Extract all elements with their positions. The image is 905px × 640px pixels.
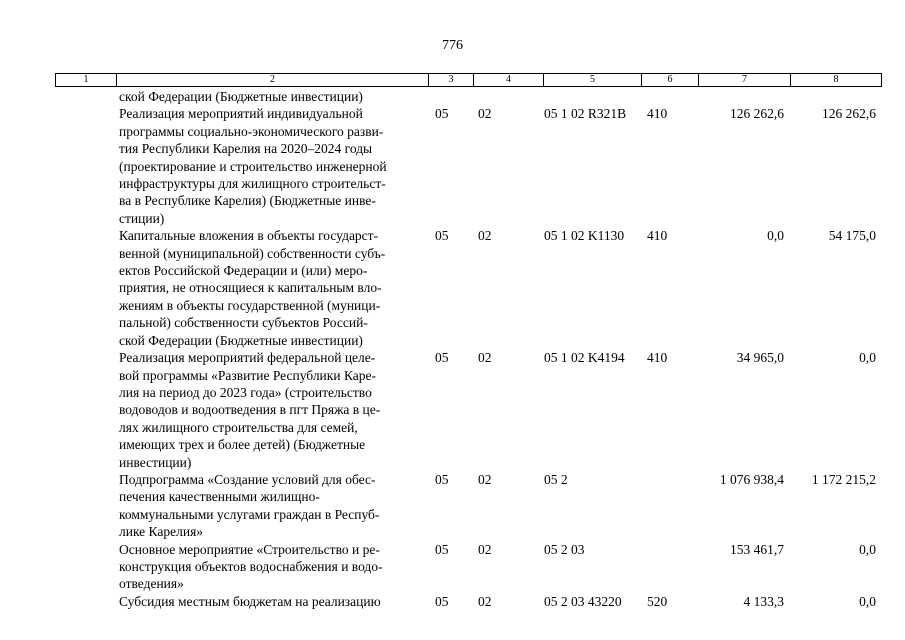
table-row (0, 227, 905, 349)
description-line: имеющих трех и более детей) (Бюджетные (119, 437, 366, 453)
target-article-code: 05 2 (544, 471, 568, 487)
description-line: ской Федерации (Бюджетные инвестиции) (119, 332, 363, 348)
expense-type-code: 410 (647, 350, 668, 366)
amount-year-1: 126 262,6 (730, 106, 784, 122)
table-row (0, 349, 905, 471)
subsection-code: 02 (478, 228, 492, 244)
description-line: Реализация мероприятий федеральной целе- (119, 350, 376, 366)
row-description (119, 471, 424, 541)
row-description (119, 227, 424, 349)
description-line: лях жилищного строительства для семей, (119, 419, 358, 435)
table-row (0, 105, 905, 227)
target-article-code: 05 1 02 R321B (544, 106, 627, 122)
description-line: Подпрограмма «Создание условий для обес- (119, 471, 376, 487)
description-line: инвестиции) (119, 454, 192, 470)
description-line: лия на период до 2023 года» (строительство (119, 384, 372, 400)
subsection-code: 02 (478, 471, 492, 487)
section-code: 05 (435, 593, 449, 609)
subsection-code: 02 (478, 106, 492, 122)
amount-year-2: 54 175,0 (828, 228, 876, 244)
description-line: водоводов и водоотведения в пгт Пряжа в це- (119, 402, 381, 418)
row-description (119, 349, 424, 471)
description-line: коммунальными услугами граждан в Респуб- (119, 506, 380, 522)
amount-year-1: 0,0 (767, 228, 784, 244)
description-line: Субсидия местным бюджетам на реализацию (119, 593, 381, 609)
description-line: ектов Российской Федерации и (или) меро- (119, 263, 368, 279)
table-row (0, 541, 905, 593)
description-line: программы социально-экономического разви- (119, 123, 384, 139)
header-col-2: 2 (117, 74, 429, 87)
description-line: (проектирование и строительство инженерной (119, 158, 387, 174)
section-code: 05 (435, 106, 449, 122)
description-line: отведения» (119, 576, 184, 592)
description-line: стиции) (119, 210, 165, 226)
expense-type-code: 410 (647, 106, 668, 122)
expense-type-code: 410 (647, 228, 668, 244)
amount-year-2: 0,0 (859, 350, 876, 366)
row-description (119, 593, 424, 610)
description-line: конструкция объектов водоснабжения и водо- (119, 558, 383, 574)
header-col-3: 3 (429, 74, 474, 87)
subsection-code: 02 (478, 541, 492, 557)
description-line: Основное мероприятие «Строительство и ре- (119, 541, 380, 557)
header-col-7: 7 (699, 74, 791, 87)
section-code: 05 (435, 228, 449, 244)
expense-type-code: 520 (647, 593, 668, 609)
description-line: венной (муниципальной) собственности субъ- (119, 245, 386, 261)
table-row (0, 88, 905, 105)
description-line: жениям в объекты государственной (муници- (119, 297, 381, 313)
row-description (119, 541, 424, 593)
description-line: приятия, не относящиеся к капитальным вло- (119, 280, 382, 296)
row-description (119, 105, 424, 227)
header-col-5: 5 (544, 74, 642, 87)
target-article-code: 05 1 02 K4194 (544, 350, 625, 366)
header-col-8: 8 (791, 74, 882, 87)
description-line: тия Республики Карелия на 2020–2024 годы (119, 141, 373, 157)
section-code: 05 (435, 350, 449, 366)
column-number-header (55, 73, 882, 87)
amount-year-1: 4 133,3 (743, 593, 784, 609)
amount-year-2: 1 172 215,2 (811, 471, 876, 487)
amount-year-2: 0,0 (859, 593, 876, 609)
budget-table-body (0, 88, 905, 610)
header-col-1: 1 (56, 74, 117, 87)
description-line: инфраструктуры для жилищного строительст- (119, 176, 386, 192)
description-line: вой программы «Развитие Республики Каре- (119, 367, 376, 383)
page-number: 776 (442, 38, 463, 53)
row-description (119, 88, 424, 105)
description-line: Капитальные вложения в объекты государст- (119, 228, 379, 244)
description-line: ва в Республике Карелия) (Бюджетные инве- (119, 193, 376, 209)
header-col-4: 4 (474, 74, 544, 87)
section-code: 05 (435, 471, 449, 487)
table-row (0, 471, 905, 541)
description-line: лике Карелия» (119, 524, 204, 540)
amount-year-2: 126 262,6 (822, 106, 876, 122)
target-article-code: 05 1 02 K1130 (544, 228, 625, 244)
description-line: ской Федерации (Бюджетные инвестиции) (119, 89, 363, 104)
section-code: 05 (435, 541, 449, 557)
target-article-code: 05 2 03 (544, 541, 585, 557)
header-col-6: 6 (642, 74, 699, 87)
amount-year-1: 34 965,0 (736, 350, 784, 366)
table-row (0, 593, 905, 610)
amount-year-1: 153 461,7 (730, 541, 784, 557)
target-article-code: 05 2 03 43220 (544, 593, 622, 609)
amount-year-1: 1 076 938,4 (719, 471, 784, 487)
subsection-code: 02 (478, 350, 492, 366)
description-line: пальной) собственности субъектов Россий- (119, 315, 368, 331)
amount-year-2: 0,0 (859, 541, 876, 557)
description-line: Реализация мероприятий индивидуальной (119, 106, 363, 122)
subsection-code: 02 (478, 593, 492, 609)
description-line: печения качественными жилищно- (119, 489, 320, 505)
